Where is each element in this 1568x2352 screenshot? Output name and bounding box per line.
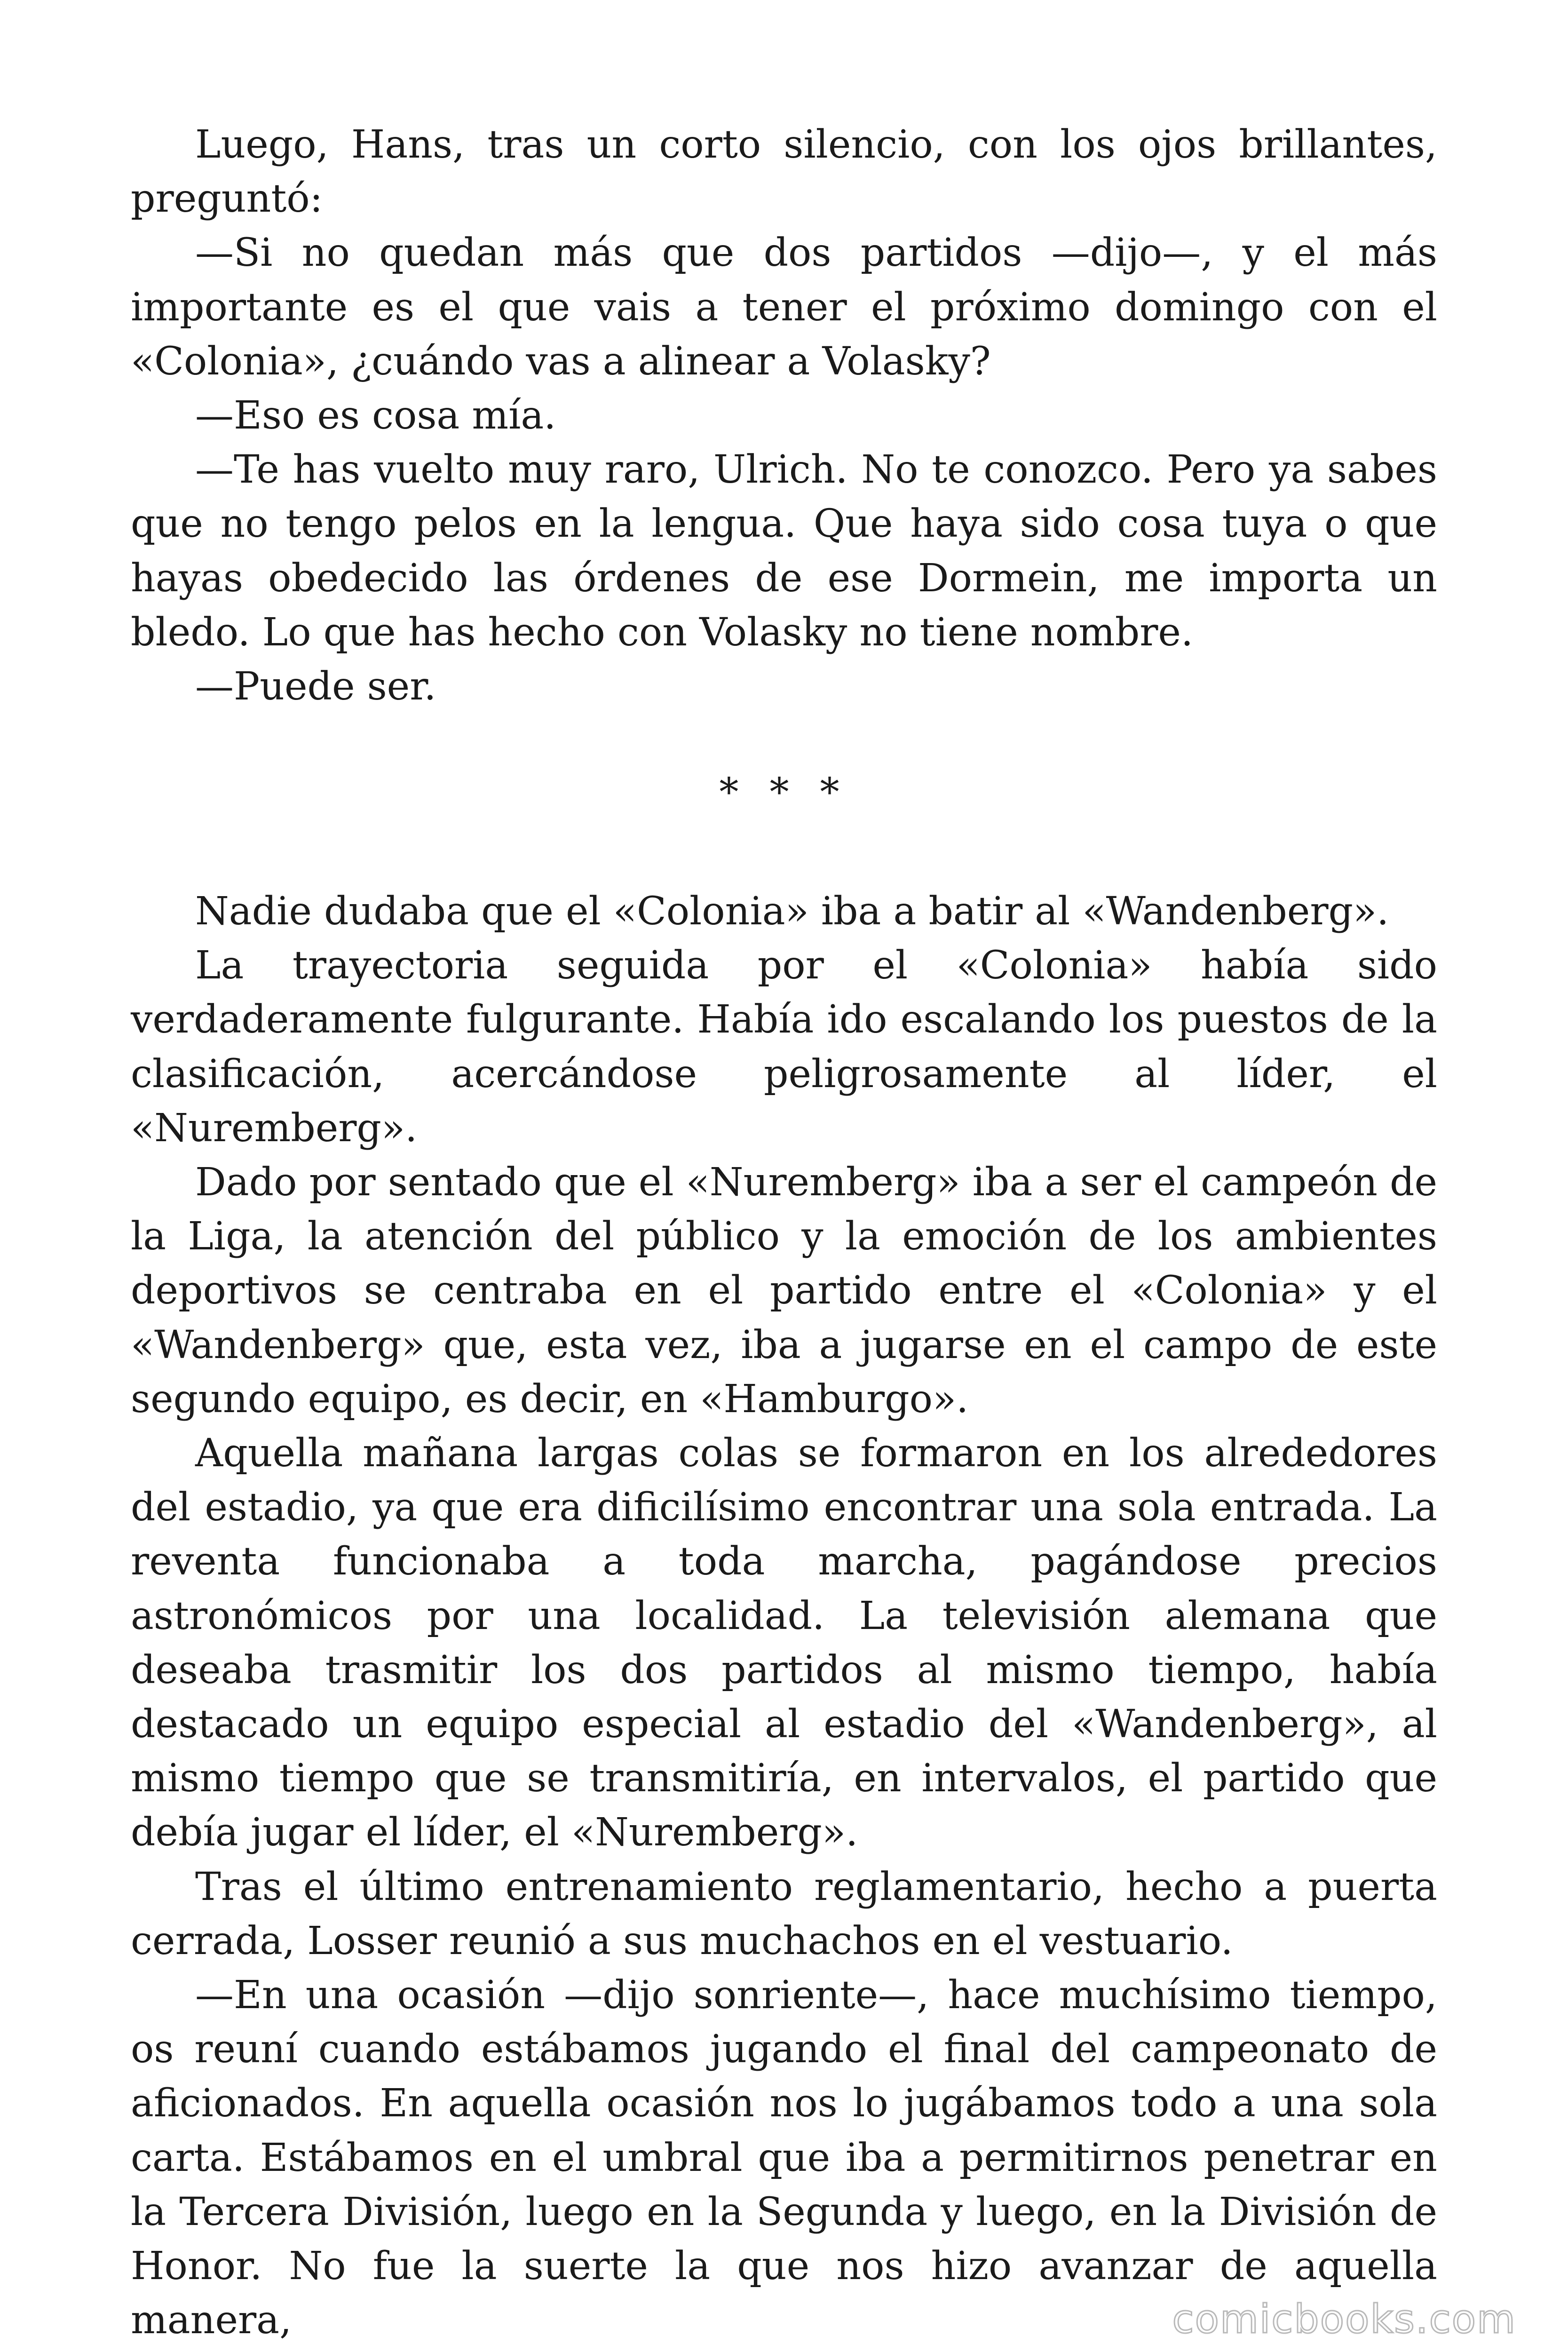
paragraph: Nadie dudaba que el «Colonia» iba a batir al «Wandenberg». <box>195 889 1389 934</box>
paragraph: Tras el último entrenamiento reglamentario, hecho a puerta cerrada, Losser reunió a sus muchachos en el vestuario. <box>131 1864 1437 1963</box>
paragraph: —En una ocasión —dijo sonriente—, hace muchísimo tiempo, os reuní cuando estábamos jugando el final del campeonato de aficionados. En aquella ocasión nos lo jugábamos todo a una sola carta. Estábamos en el umbral que iba a permitirnos penetrar en la Tercera División, luego en la Segunda y luego, en la División de Honor. No fue la suerte la que nos hizo avanzar de aquella manera, <box>131 1973 1437 2343</box>
paragraph: —Eso es cosa mía. <box>195 393 556 438</box>
watermark: comicbooks.com <box>1172 2296 1516 2342</box>
lower-text-block <box>131 884 1437 2347</box>
paragraph: La trayectoria seguida por el «Colonia» había sido verdaderamente fulgurante. Había ido escalando los puestos de la clasificación, acercándose peligrosamente al líder, el «Nuremberg». <box>131 943 1437 1151</box>
paragraph: —Puede ser. <box>195 664 436 709</box>
paragraph: Luego, Hans, tras un corto silencio, con los ojos brillantes, preguntó: <box>131 122 1437 222</box>
paragraph: Aquella mañana largas colas se formaron en los alrededores del estadio, ya que era dificilísimo encontrar una sola entrada. La reventa funcionaba a toda marcha, pagándose precios astronómicos por una localidad. La televisión alemana que deseaba trasmitir los dos partidos al mismo tiempo, había destacado un equipo especial al estadio del «Wandenberg», al mismo tiempo que se transmitiría, en intervalos, el partido que debía jugar el líder, el «Nuremberg». <box>131 1431 1437 1855</box>
paragraph: Dado por sentado que el «Nuremberg» iba a ser el campeón de la Liga, la atención del público y la emoción de los ambientes deportivos se centraba en el partido entre el «Colonia» y el «Wandenberg» que, esta vez, iba a jugarse en el campo de este segundo equipo, es decir, en «Hamburgo». <box>131 1160 1437 1422</box>
paragraph: —Si no quedan más que dos partidos —dijo—, y el más importante es el que vais a tener el próximo domingo con el «Colonia», ¿cuándo vas a alinear a Volasky? <box>131 230 1437 384</box>
upper-text-block <box>131 118 1437 714</box>
section-separator: * * * <box>719 770 849 815</box>
paragraph: —Te has vuelto muy raro, Ulrich. No te conozco. Pero ya sabes que no tengo pelos en la lengua. Que haya sido cosa tuya o que hayas obedecido las órdenes de ese Dormein, me importa un bledo. Lo que has hecho con Volasky no tiene nombre. <box>131 447 1437 655</box>
